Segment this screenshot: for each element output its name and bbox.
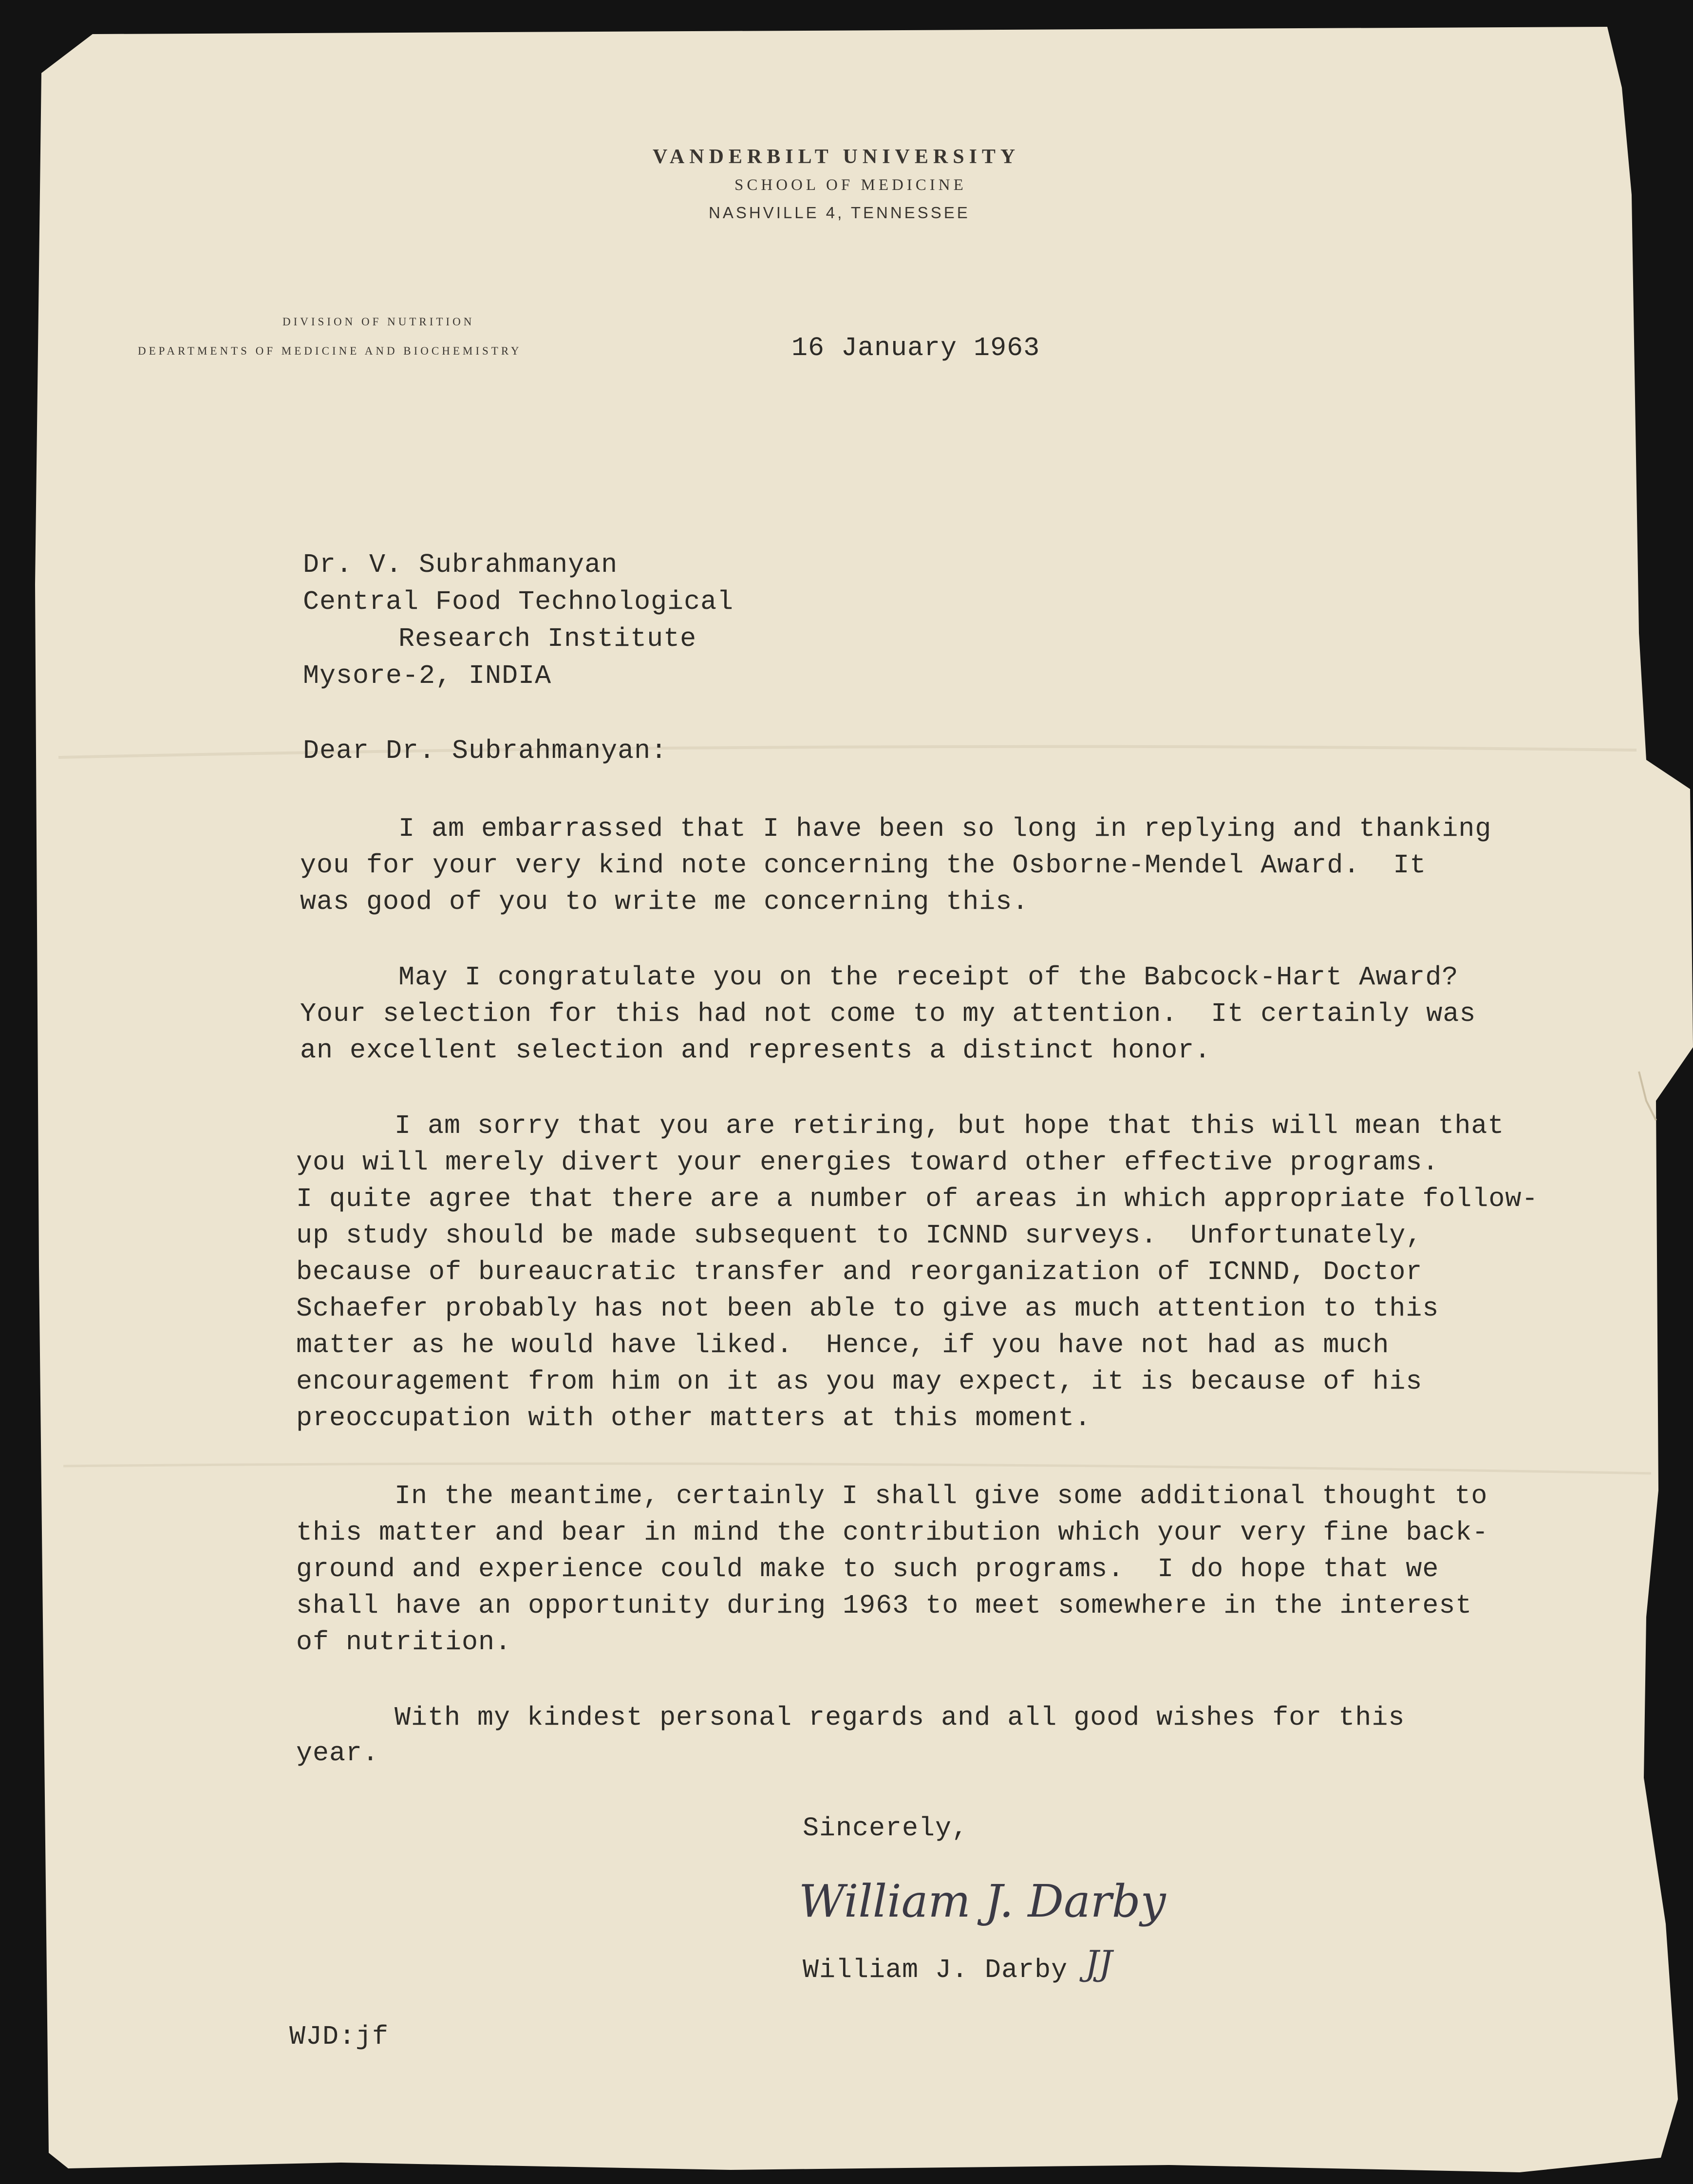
paragraph-5-line: year. bbox=[296, 1738, 379, 1769]
paragraph-1-line: I am embarrassed that I have been so long in replying and thanking bbox=[398, 813, 1492, 844]
letterhead-city: NASHVILLE 4, TENNESSEE bbox=[709, 204, 970, 222]
paragraph-2-line: Your selection for this had not come to my attention. It certainly was bbox=[300, 998, 1476, 1029]
handwritten-initials: JJ bbox=[1085, 1943, 1113, 1983]
paragraph-1-line: you for your very kind note concerning the Osborne-Mendel Award. It bbox=[300, 850, 1427, 881]
letter-date: 16 January 1963 bbox=[791, 333, 1040, 363]
paragraph-4-line: this matter and bear in mind the contribution which your very fine back- bbox=[296, 1517, 1489, 1548]
paragraph-3-line: preoccupation with other matters at this moment. bbox=[296, 1403, 1091, 1433]
recipient-org-line2: Research Institute bbox=[398, 623, 697, 654]
paragraph-4-line: shall have an opportunity during 1963 to meet somewhere in the interest bbox=[296, 1590, 1472, 1621]
paragraph-4-line: ground and experience could make to such programs. I do hope that we bbox=[296, 1554, 1439, 1584]
salutation: Dear Dr. Subrahmanyan: bbox=[303, 735, 668, 766]
paragraph-3-line: Schaefer probably has not been able to give as much attention to this bbox=[296, 1293, 1439, 1324]
letterhead-school: SCHOOL OF MEDICINE bbox=[734, 176, 967, 194]
paragraph-3-line: encouragement from him on it as you may expect, it is because of his bbox=[296, 1366, 1423, 1397]
paragraph-4-line: In the meantime, certainly I shall give some additional thought to bbox=[395, 1481, 1488, 1511]
typed-signature-name: William J. Darby bbox=[803, 1955, 1068, 1985]
recipient-org-line1: Central Food Technological bbox=[303, 586, 734, 617]
letterhead-departments: DEPARTMENTS OF MEDICINE AND BIOCHEMISTRY bbox=[138, 345, 522, 357]
recipient-name: Dr. V. Subrahmanyan bbox=[303, 549, 618, 580]
recipient-city: Mysore-2, INDIA bbox=[303, 660, 552, 691]
reference-initials: WJD:jf bbox=[289, 2021, 389, 2052]
closing: Sincerely, bbox=[803, 1813, 969, 1844]
paragraph-3-line: I am sorry that you are retiring, but hope that this will mean that bbox=[395, 1111, 1505, 1141]
paragraph-3-line: you will merely divert your energies toward other effective programs. bbox=[296, 1147, 1439, 1178]
handwritten-signature: William J. Darby bbox=[799, 1875, 1166, 1927]
paragraph-3-line: matter as he would have liked. Hence, if you have not had as much bbox=[296, 1330, 1390, 1360]
paragraph-4-line: of nutrition. bbox=[296, 1627, 512, 1657]
paragraph-3-line: because of bureaucratic transfer and reorganization of ICNND, Doctor bbox=[296, 1257, 1423, 1287]
paragraph-2-line: May I congratulate you on the receipt of the Babcock-Hart Award? bbox=[398, 962, 1459, 993]
paragraph-3-line: I quite agree that there are a number of areas in which appropriate follow- bbox=[296, 1184, 1539, 1214]
paragraph-2-line: an excellent selection and represents a distinct honor. bbox=[300, 1035, 1211, 1066]
letterhead-university: VANDERBILT UNIVERSITY bbox=[653, 146, 1020, 168]
paragraph-1-line: was good of you to write me concerning this. bbox=[300, 886, 1029, 917]
letterhead-division: DIVISION OF NUTRITION bbox=[282, 316, 475, 328]
paragraph-5-line: With my kindest personal regards and all good wishes for this bbox=[395, 1702, 1405, 1733]
paragraph-3-line: up study should be made subsequent to ICNND surveys. Unfortunately, bbox=[296, 1220, 1423, 1251]
